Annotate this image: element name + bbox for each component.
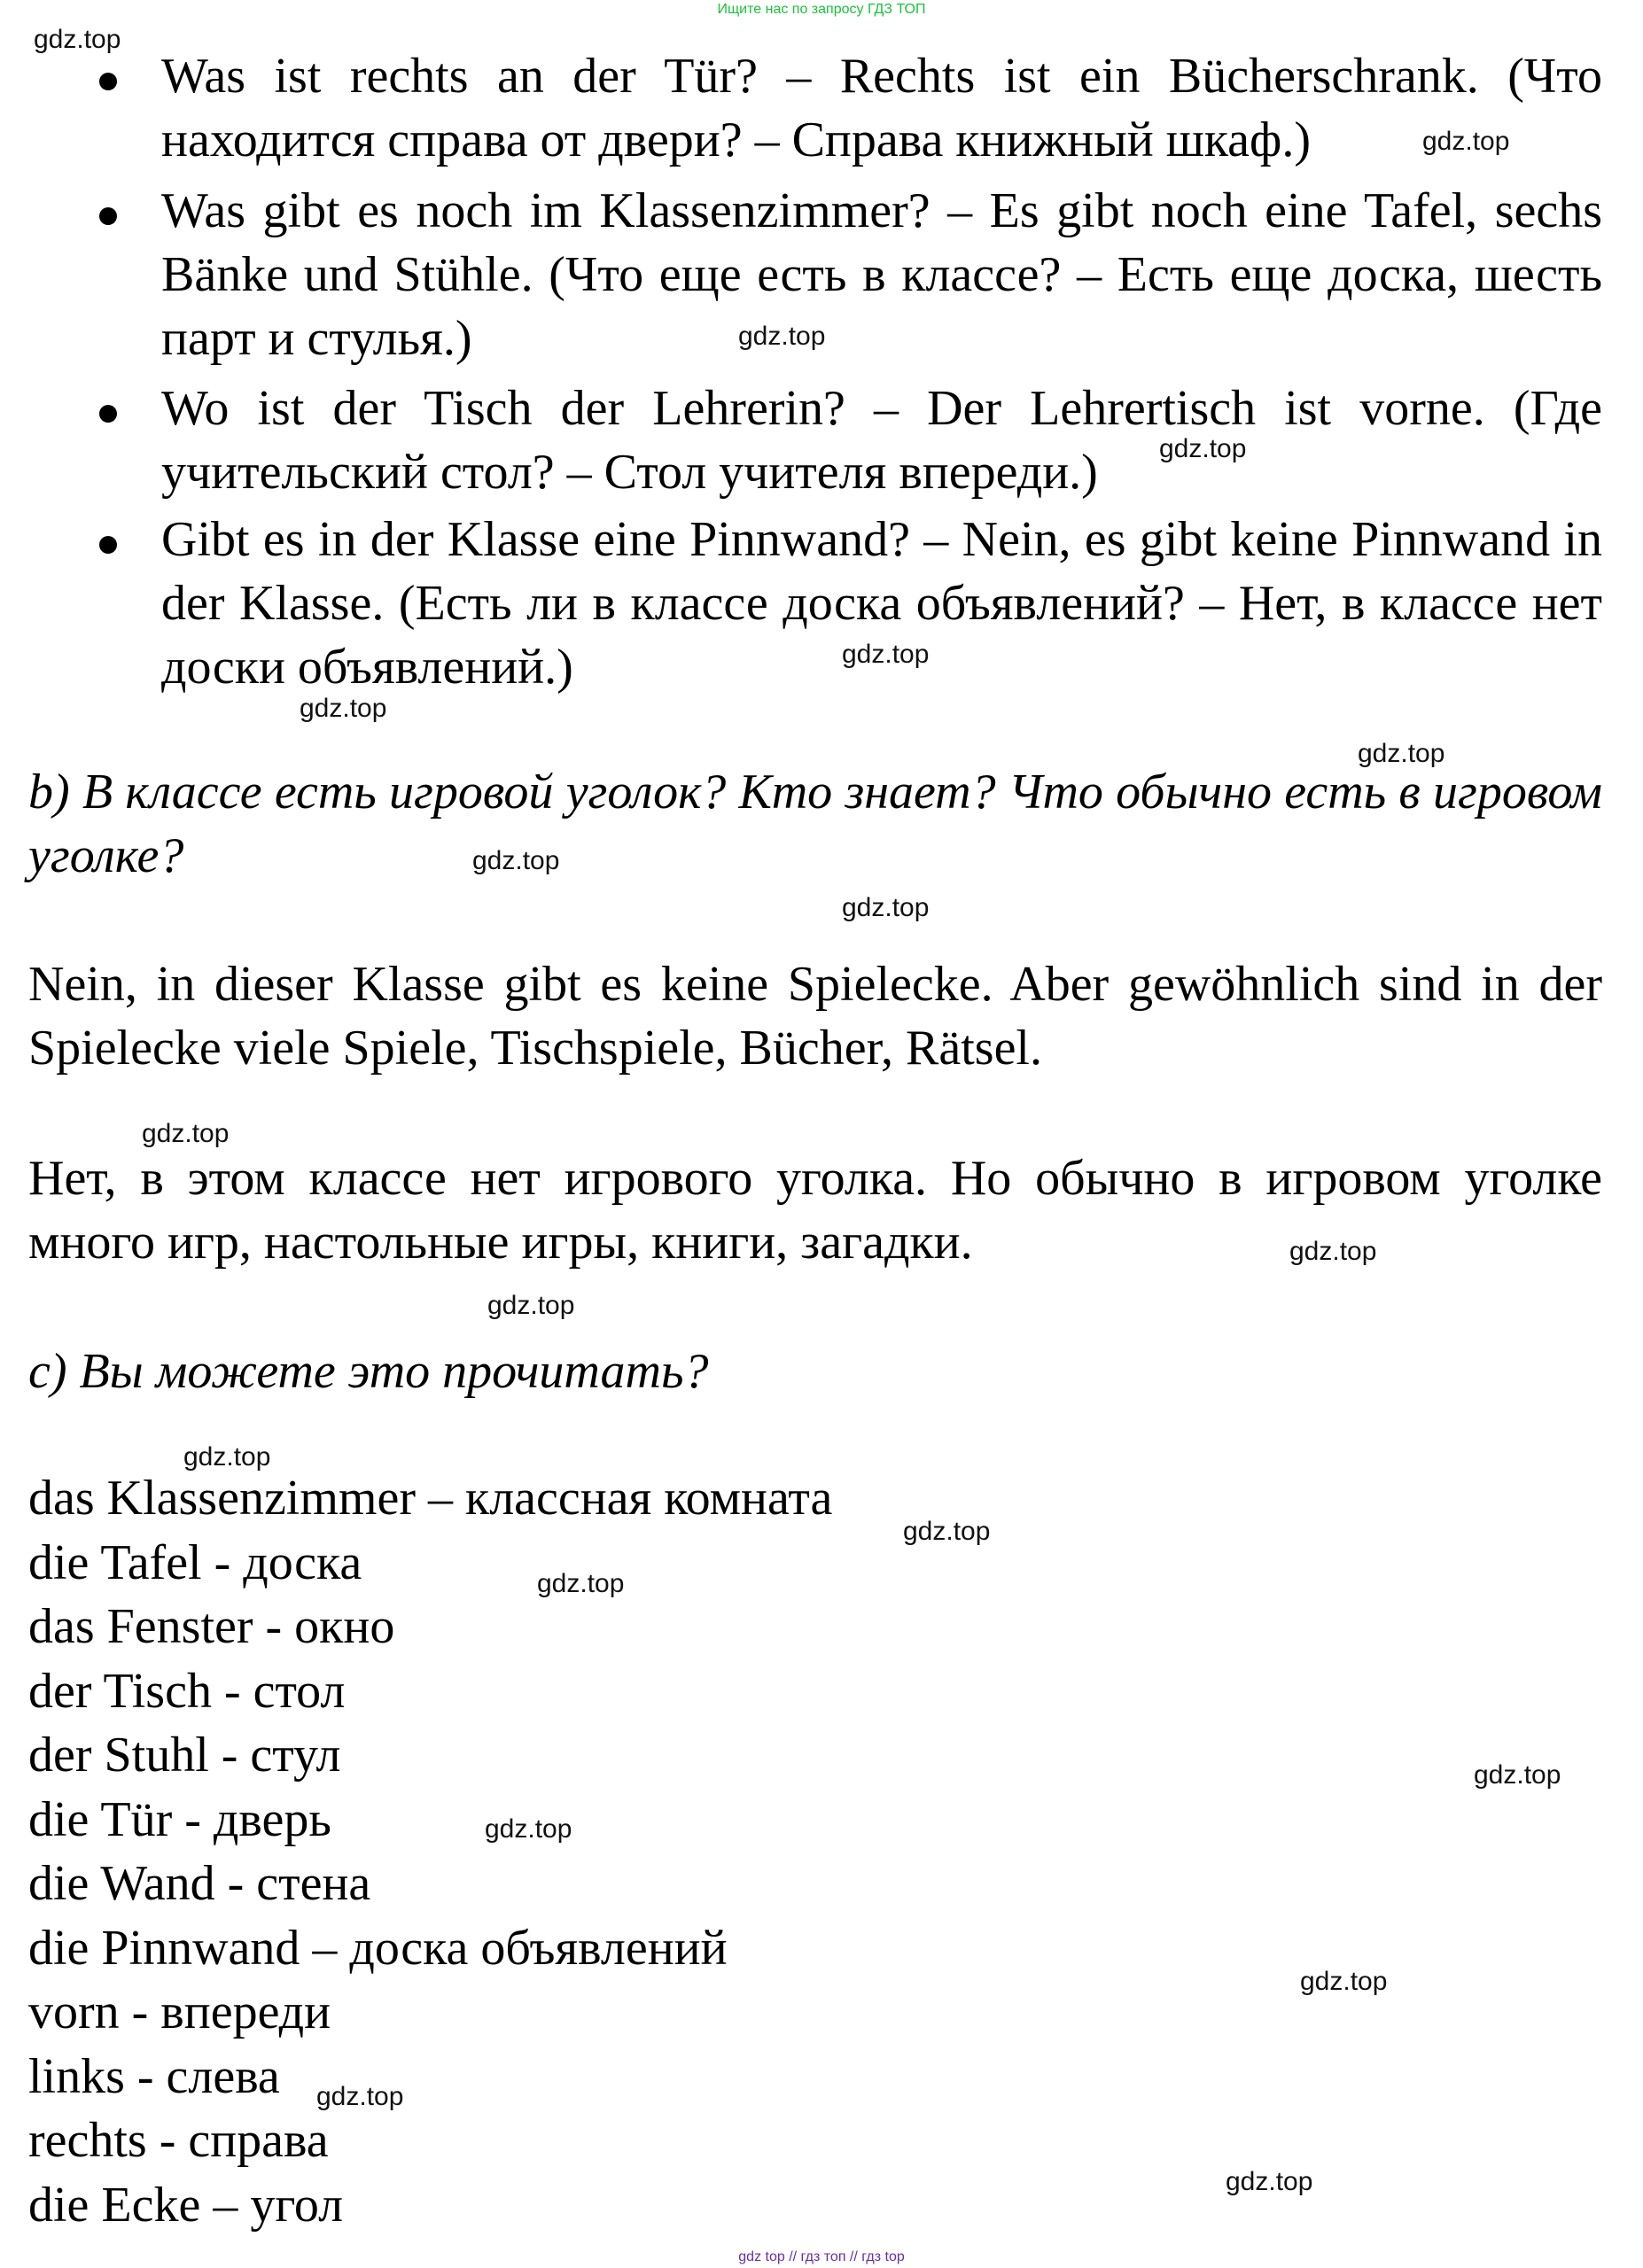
vocabulary-item: die Wand - стена bbox=[28, 1856, 371, 1911]
watermark: gdz.top bbox=[1422, 127, 1510, 156]
vocabulary-item: die Tafel - доска bbox=[28, 1534, 362, 1590]
bullet-icon bbox=[99, 405, 117, 423]
vocabulary-item: links - слева bbox=[28, 2048, 280, 2104]
watermark: gdz.top bbox=[537, 1569, 625, 1598]
vocabulary-item: vorn - впереди bbox=[28, 1984, 331, 2039]
watermark: gdz.top bbox=[316, 2082, 404, 2111]
vocabulary-item: das Fenster - окно bbox=[28, 1599, 395, 1654]
bullet-text: Wo ist der Tisch der Lehrerin? – Der Lehrertisch ist vorne. (Где учительский стол? – Стол учителя впереди.) bbox=[161, 381, 1602, 500]
section-b-question: b) В классе есть игровой уголок? Кто знает? Что обычно есть в игровом уголке? bbox=[28, 765, 1602, 883]
section-c-question: c) Вы можете это прочитать? bbox=[28, 1344, 709, 1399]
watermark: gdz.top bbox=[183, 1442, 271, 1472]
watermark: gdz.top bbox=[903, 1517, 991, 1546]
bullet-icon bbox=[99, 73, 117, 90]
bullet-icon bbox=[99, 536, 117, 554]
watermark: gdz.top bbox=[34, 25, 121, 54]
bullet-text: Was ist rechts an der Tür? – Rechts ist ein Bücherschrank. (Что находится справа от двери? – Справа книжный шкаф.) bbox=[161, 49, 1602, 167]
watermark: gdz.top bbox=[738, 322, 826, 351]
watermark: gdz.top bbox=[300, 694, 387, 723]
section-b-answer-ru: Нет, в этом классе нет игрового уголка. Но обычно в игровом уголке много игр, настольные игры, книги, загадки. bbox=[28, 1151, 1602, 1270]
watermark: gdz.top bbox=[1358, 739, 1445, 768]
vocabulary-item: rechts - справа bbox=[28, 2113, 329, 2168]
vocabulary-item: die Ecke – угол bbox=[28, 2177, 344, 2233]
bullet-text: Was gibt es noch im Klassenzimmer? – Es gibt noch eine Tafel, sechs Bänke und Stühle. (Что еще есть в классе? – Есть еще доска, шесть парт и стулья.) bbox=[161, 183, 1602, 366]
watermark: gdz.top bbox=[485, 1814, 572, 1844]
watermark: gdz.top bbox=[472, 846, 560, 875]
vocabulary-item: die Pinnwand – доска объявлений bbox=[28, 1920, 728, 1976]
top-banner: Ищите нас по запросу ГДЗ ТОП bbox=[717, 2, 926, 17]
vocabulary-item: der Tisch - стол bbox=[28, 1663, 346, 1719]
watermark: gdz.top bbox=[487, 1291, 575, 1320]
watermark: gdz.top bbox=[1226, 2167, 1313, 2196]
watermark: gdz.top bbox=[1300, 1967, 1388, 1996]
bullet-item bbox=[161, 377, 1602, 504]
bullet-item bbox=[161, 44, 1602, 172]
bullet-icon bbox=[99, 207, 117, 225]
watermark: gdz.top bbox=[842, 893, 930, 922]
watermark: gdz.top bbox=[842, 640, 930, 669]
bottom-banner: gdz top // гдз топ // гдз top bbox=[738, 2249, 905, 2264]
vocabulary-item: der Stuhl - стул bbox=[28, 1728, 341, 1783]
vocabulary-list bbox=[28, 1466, 832, 2237]
watermark: gdz.top bbox=[1474, 1760, 1561, 1790]
vocabulary-item: die Tür - дверь bbox=[28, 1791, 331, 1847]
vocabulary-item: das Klassenzimmer – классная комната bbox=[28, 1471, 833, 1526]
bullet-item bbox=[161, 179, 1602, 370]
watermark: gdz.top bbox=[1289, 1237, 1377, 1266]
bullet-item bbox=[161, 508, 1602, 699]
bullet-text: Gibt es in der Klasse eine Pinnwand? – Nein, es gibt keine Pinnwand in der Klasse. (Есть ли в классе доска объявлений? – Нет, в классе нет доски объявлений.) bbox=[161, 512, 1602, 695]
section-b-answer-de: Nein, in dieser Klasse gibt es keine Spielecke. Aber gewöhnlich sind in der Spielecke viele Spiele, Tischspiele, Bücher, Rätsel. bbox=[28, 957, 1602, 1076]
watermark: gdz.top bbox=[1159, 434, 1247, 463]
watermark: gdz.top bbox=[142, 1119, 230, 1148]
